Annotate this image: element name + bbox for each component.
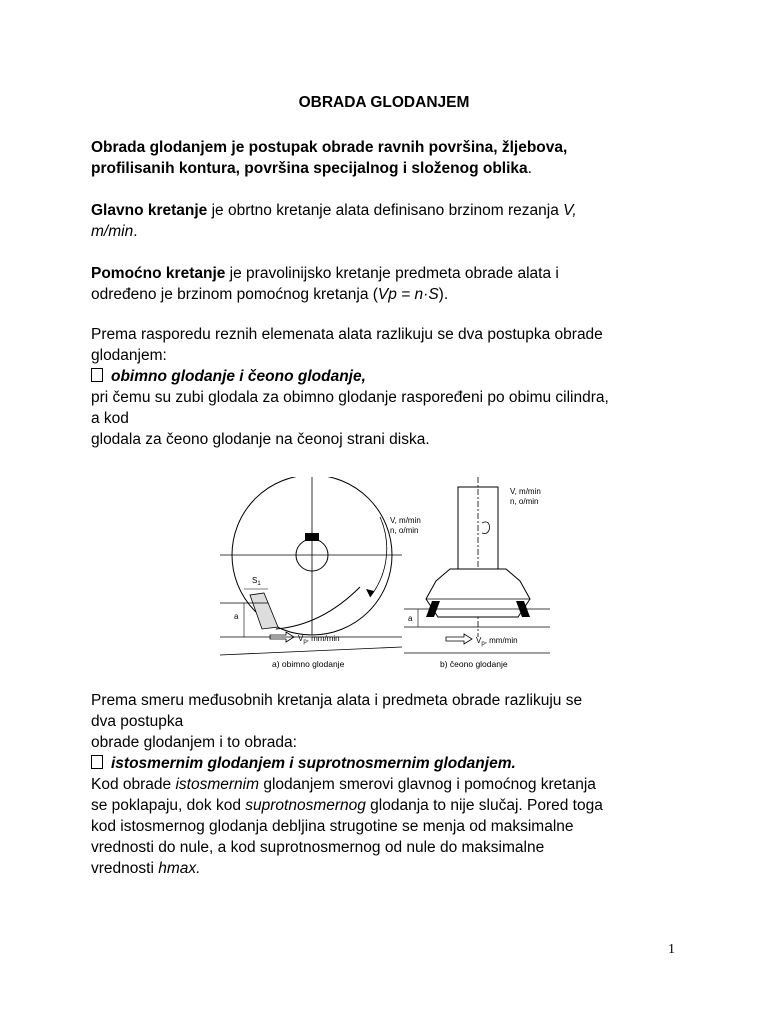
glavno-italic-1: V, xyxy=(563,202,577,219)
raspored-line-1: Prema rasporedu reznih elemenata alata razlikuju se dva postupka obrade xyxy=(91,326,603,343)
cutter-profile xyxy=(276,587,360,629)
smer-line-5-b: suprotnosmernog xyxy=(245,797,366,814)
smer-bullet-text: istosmernim glodanjem i suprotnosmernim glodanjem. xyxy=(111,755,516,772)
right-n-label: n, o/min xyxy=(510,497,539,506)
right-feed-arrow-icon xyxy=(446,634,472,644)
glavno-italic-2: m/min xyxy=(91,223,134,240)
glavno-term: Glavno kretanje xyxy=(91,202,208,219)
smer-line-4-c: glodanjem smerovi glavnog i pomoćnog kretanja xyxy=(259,776,596,793)
raspored-bullet xyxy=(91,366,731,387)
smer-line-3: obrade glodanjem i to obrada: xyxy=(91,734,297,751)
intro-line-2-end: . xyxy=(527,160,532,177)
smer-line-4-a: Kod obrade xyxy=(91,776,176,793)
smer-bullet xyxy=(91,753,731,774)
milling-figure xyxy=(220,477,550,677)
smer-line-7: vrednosti do nule, a kod suprotnosmernog od nule do maksimalne xyxy=(91,839,545,856)
smer-line-1: Prema smeru međusobnih kretanja alata i predmeta obrade razlikuju se xyxy=(91,692,583,709)
right-vp-label: $V_p$, mm/min xyxy=(476,636,518,647)
pomocno-line-2-text: određeno je brzinom pomoćnog kretanja ( xyxy=(91,286,378,303)
smer-line-4 xyxy=(91,774,731,795)
left-a-label: a xyxy=(234,612,239,621)
smer-line-5-a: se poklapaju, dok kod xyxy=(91,797,246,814)
smer-line-8-a: vrednosti xyxy=(91,860,159,877)
pomocno-line-1 xyxy=(91,263,731,284)
raspored-line-5: glodala za čeono glodanje na čeonoj strani diska. xyxy=(91,431,430,448)
left-n-label: n, o/min xyxy=(390,526,419,535)
smer-line-5-c: glodanja to nije slučaj. Pored toga xyxy=(365,797,603,814)
raspored-bullet-text: obimno glodanje i čeono glodanje, xyxy=(111,368,366,385)
smer-line-8-b: hmax. xyxy=(158,860,201,877)
pomocno-rest: je pravolinijsko kretanje predmeta obrade alata i xyxy=(225,265,559,282)
face-cutter-body xyxy=(426,569,530,617)
raspored-line-2: glodanjem: xyxy=(91,347,167,364)
smer-line-2: dva postupka xyxy=(91,713,184,730)
workpiece-bottom xyxy=(220,647,402,655)
page-number: 1 xyxy=(668,942,675,957)
smer-line-6: kod istosmernog glodanja debljina strugotine se menja od maksimalne xyxy=(91,818,574,835)
intro-line-2-text: profilisanih kontura, površina specijalnog i složenog oblika xyxy=(91,160,528,177)
peripheral-milling-diagram xyxy=(220,477,421,669)
left-s-label: $S_1$ xyxy=(252,576,261,587)
raspored-line-4: a kod xyxy=(91,410,129,427)
left-v-label: V, m/min xyxy=(390,516,421,525)
smer-line-5 xyxy=(91,795,731,816)
glavno-line-1 xyxy=(91,200,731,221)
pomocno-line-2 xyxy=(91,284,731,305)
bullet-box-icon xyxy=(91,755,103,769)
rotation-arrow xyxy=(370,517,387,597)
glavno-end: . xyxy=(133,223,138,240)
intro-line-2 xyxy=(91,158,731,179)
smer-line-4-b: istosmernim xyxy=(175,776,260,793)
glavno-rest: je obrtno kretanje alata definisano brzinom rezanja xyxy=(207,202,564,219)
pomocno-formula: Vp = n·S xyxy=(377,286,439,303)
page-title: OBRADA GLODANJEM xyxy=(298,94,470,111)
raspored-line-3: pri čemu su zubi glodala za obimno glodanje raspoređeni po obimu cilindra, xyxy=(91,389,609,406)
right-a-label: a xyxy=(408,614,413,623)
intro-line-1: Obrada glodanjem je postupak obrade ravnih površina, žljebova, xyxy=(91,139,568,156)
smer-line-8 xyxy=(91,858,731,879)
right-v-label: V, m/min xyxy=(510,487,541,496)
glavno-line-2 xyxy=(91,221,731,242)
pomocno-line-2-end: ). xyxy=(438,286,449,303)
right-caption: b) čeono glodanje xyxy=(440,659,508,669)
bullet-box-icon xyxy=(91,368,103,382)
left-caption: a) obimno glodanje xyxy=(272,659,345,669)
left-vp-label: $V_p$, mm/min xyxy=(298,634,340,645)
pomocno-term: Pomoćno kretanje xyxy=(91,265,226,282)
face-milling-diagram xyxy=(404,477,550,669)
